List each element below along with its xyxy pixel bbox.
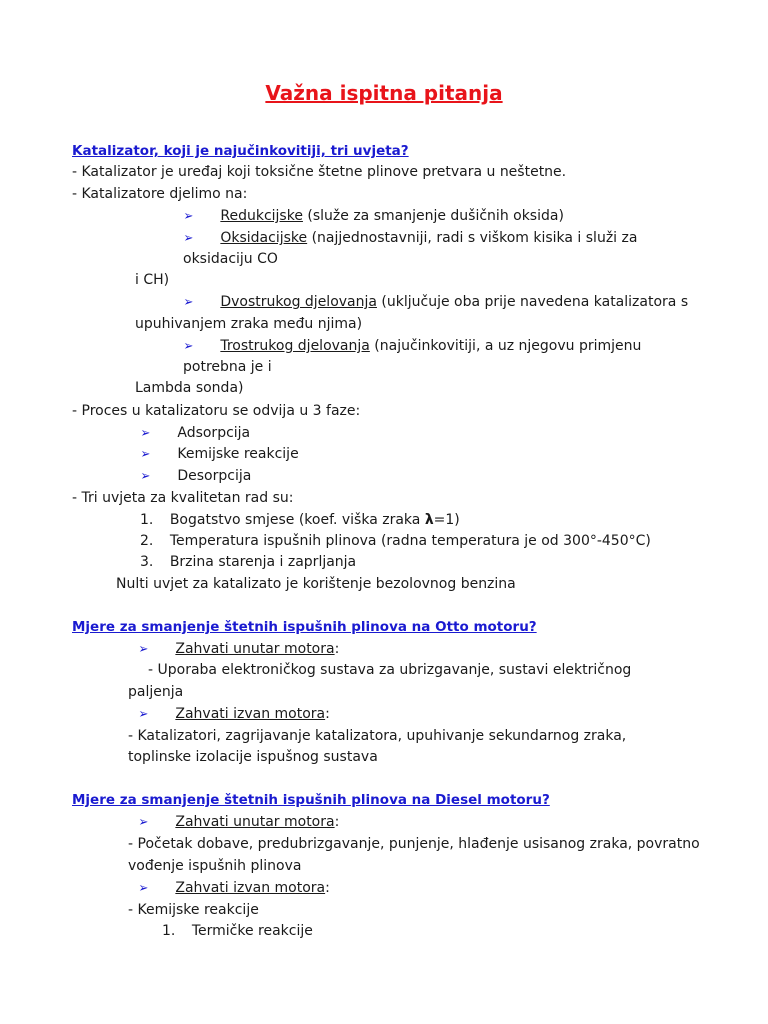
question-heading-otto: Mjere za smanjenje štetnih ispušnih plinova na Otto motoru?: [72, 619, 537, 635]
condition-text: Brzina starenja i zaprljanja: [169, 554, 357, 570]
list-number: 1.: [162, 923, 176, 939]
list-item-condition: [140, 511, 460, 529]
type-desc-continued: potrebna je i: [183, 359, 272, 375]
arrow-bullet-icon: ➢: [183, 295, 194, 310]
condition-text: Temperatura ispušnih plinova (radna temperatura je od 300°-450°C): [169, 533, 651, 549]
question-heading-diesel: Mjere za smanjenje štetnih ispušnih plinova na Diesel motoru?: [72, 792, 550, 808]
catalyst-divide-intro: - Katalizatore djelimo na:: [72, 186, 248, 202]
colon: :: [334, 814, 340, 830]
list-item-outside-engine: [138, 705, 330, 723]
arrow-bullet-icon: ➢: [183, 339, 194, 354]
catalyst-definition: - Katalizator je uređaj koji toksične štetne plinove pretvara u neštetne.: [72, 164, 567, 180]
list-item-type-reduction: [183, 207, 564, 225]
list-number: 2.: [140, 533, 154, 549]
list-item-condition: [140, 532, 651, 550]
measure-label: Zahvati unutar motora: [175, 641, 335, 657]
type-name: Redukcijske: [220, 208, 303, 224]
list-item-condition: [140, 553, 356, 571]
phases-intro: - Proces u katalizatoru se odvija u 3 faze:: [72, 403, 361, 419]
list-number: 1.: [140, 512, 154, 528]
phase-label: Desorpcija: [177, 468, 252, 484]
measure-desc: - Katalizatori, zagrijavanje katalizatora, upuhivanje sekundarnog zraka,: [128, 728, 627, 744]
colon: :: [325, 706, 330, 722]
type-name: Dvostrukog djelovanja: [220, 294, 377, 310]
arrow-bullet-icon: ➢: [138, 881, 149, 896]
type-desc-continued: upuhivanjem zraka među njima): [135, 316, 363, 332]
measure-desc-continued: vođenje ispušnih plinova: [128, 858, 302, 874]
type-desc: (najjednostavniji, radi s viškom kisika i služi za: [307, 230, 638, 246]
measure-desc-continued: paljenja: [128, 684, 184, 700]
measure-desc: - Uporaba elektroničkog sustava za ubrizgavanje, sustavi električnog: [148, 662, 632, 678]
list-item-phase: [140, 424, 250, 442]
list-item-outside-engine: [138, 879, 330, 897]
list-item-phase: [140, 467, 251, 485]
type-name: Oksidacijske: [220, 230, 308, 246]
type-desc-continued: Lambda sonda): [135, 380, 244, 396]
type-desc: (služe za smanjenje dušičnih oksida): [302, 208, 564, 224]
lambda-symbol: λ: [424, 512, 434, 528]
phase-label: Kemijske reakcije: [177, 446, 299, 462]
type-name: Trostrukog djelovanja: [220, 338, 370, 354]
colon: :: [325, 880, 330, 896]
type-desc: (uključuje oba prije navedena katalizatora s: [376, 294, 689, 310]
arrow-bullet-icon: ➢: [138, 815, 149, 830]
arrow-bullet-icon: ➢: [183, 231, 194, 246]
arrow-bullet-icon: ➢: [140, 447, 151, 462]
measure-desc: - Kemijske reakcije: [128, 902, 259, 918]
type-desc-continued: oksidaciju CO: [183, 251, 278, 267]
measure-label: Zahvati unutar motora: [175, 814, 335, 830]
measure-label: Zahvati izvan motora: [175, 880, 326, 896]
question-heading-catalyst: Katalizator, koji je najučinkovitiji, tri uvjeta?: [72, 143, 409, 159]
list-item-inside-engine: [138, 640, 339, 658]
colon: :: [334, 641, 340, 657]
measure-label: Zahvati izvan motora: [175, 706, 326, 722]
list-item-type-triple: [183, 337, 641, 355]
arrow-bullet-icon: ➢: [140, 469, 151, 484]
zero-condition-note: Nulti uvjet za katalizato je korištenje bezolovnog benzina: [116, 576, 516, 592]
list-item-phase: [140, 445, 299, 463]
page-title: Važna ispitna pitanja: [265, 81, 503, 105]
measure-desc: - Početak dobave, predubrizgavanje, punjenje, hlađenje usisanog zraka, povratno: [128, 836, 700, 852]
condition-text-end: =1): [433, 512, 460, 528]
type-desc-continued: i CH): [135, 272, 170, 288]
reaction-text: Termičke reakcije: [191, 923, 313, 939]
list-item-type-oxidation: [183, 229, 637, 247]
list-number: 3.: [140, 554, 154, 570]
phase-label: Adsorpcija: [177, 425, 251, 441]
arrow-bullet-icon: ➢: [138, 642, 149, 657]
type-desc: (najučinkovitiji, a uz njegovu primjenu: [369, 338, 642, 354]
list-item-reaction: [162, 922, 313, 940]
arrow-bullet-icon: ➢: [140, 426, 151, 441]
arrow-bullet-icon: ➢: [138, 707, 149, 722]
conditions-intro: - Tri uvjeta za kvalitetan rad su:: [72, 490, 294, 506]
list-item-type-dual: [183, 293, 688, 311]
arrow-bullet-icon: ➢: [183, 209, 194, 224]
list-item-inside-engine: [138, 813, 339, 831]
measure-desc-continued: toplinske izolacije ispušnog sustava: [128, 749, 378, 765]
condition-text: Bogatstvo smjese (koef. viška zraka: [169, 512, 425, 528]
